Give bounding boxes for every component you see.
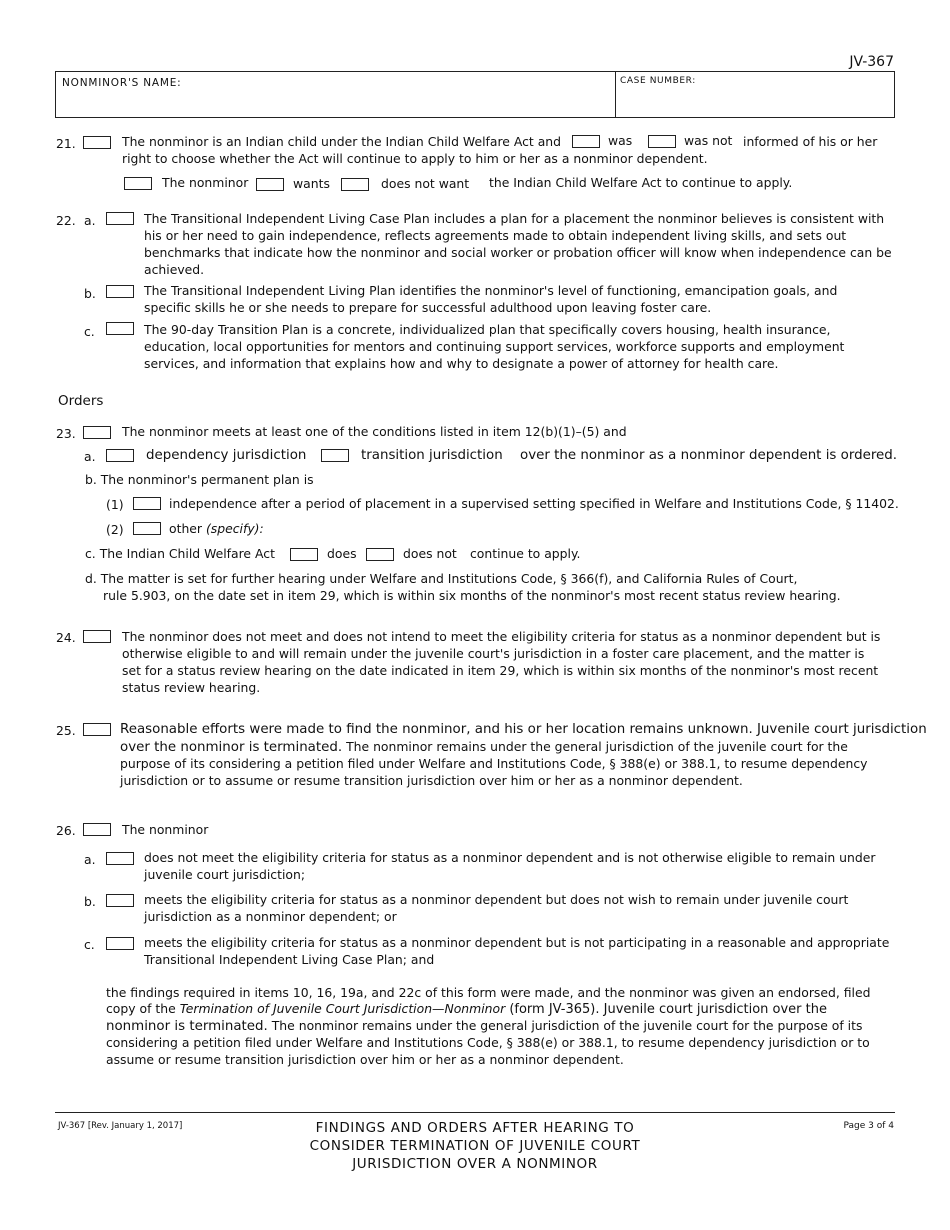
item-26c-checkbox[interactable] — [106, 937, 134, 950]
item-23b2-text — [169, 520, 264, 537]
item-22b-text: The Transitional Independent Living Plan identifies the nonminor's level of functioning, emancipation goals, and specific skills he or she needs to prepare for successful adulthood upon leaving foster care. — [144, 283, 838, 315]
item-21-does-not-want-checkbox[interactable] — [341, 178, 369, 191]
item-22a-label: a. — [84, 213, 96, 228]
case-number-label: CASE NUMBER: — [620, 76, 696, 86]
item-21-was-not-label: was not — [684, 133, 733, 148]
item-26-copy-of: copy of the — [106, 1001, 180, 1016]
item-23c-does-not-label: does not — [403, 546, 457, 561]
item-21-text: The nonminor is an Indian child under the Indian Child Welfare Act and — [122, 134, 562, 149]
item-26-form-title: Termination of Juvenile Court Jurisdiction—Nonminor — [179, 1001, 506, 1016]
footer-title-line2: CONSIDER TERMINATION OF JUVENILE COURT — [309, 1138, 641, 1154]
item-22b-label: b. — [84, 286, 96, 301]
item-21-was-label: was — [608, 133, 633, 148]
item-22a-text: The Transitional Independent Living Case Plan includes a plan for a placement the nonminor believes is consistent with his or her need to gain independence, reflects agreements made to obtain independent living skills, and sets out benchmarks that indicate how the nonminor and social worker or probation officer will know when independence can be achieved. — [144, 211, 892, 277]
item-23c-tail: continue to apply. — [470, 546, 581, 561]
item-25-checkbox[interactable] — [83, 723, 111, 736]
item-23a-dependency-label: dependency jurisdiction — [146, 448, 307, 463]
item-21-number: 21. — [56, 136, 76, 151]
item-23d-line2: rule 5.903, on the date set in item 29, which is within six months of the nonminor's most recent status review hearing. — [103, 588, 841, 603]
footer-title-line1: FINDINGS AND ORDERS AFTER HEARING TO — [315, 1120, 635, 1136]
item-23-text: The nonminor meets at least one of the conditions listed in item 12(b)(1)–(5) and — [122, 424, 627, 439]
item-23b2-other: other — [169, 521, 206, 536]
item-23a-transition-label: transition jurisdiction — [361, 448, 503, 463]
item-24-checkbox[interactable] — [83, 630, 111, 643]
item-21-wants-label: wants — [293, 176, 330, 191]
item-26-para-line3 — [106, 1017, 862, 1035]
nonminor-name-label: NONMINOR'S NAME: — [62, 77, 182, 89]
item-25-text-rest: purpose of its considering a petition filed under Welfare and Institutions Code, § 388(e) or 388.1, to resume dependency jurisdiction or to assume or resume transition jurisdiction over him or her as a nonminor dependent. — [120, 756, 868, 788]
footer-rule — [55, 1112, 895, 1113]
item-21-text-apply: the Indian Child Welfare Act to continue to apply. — [489, 175, 793, 190]
item-23a-transition-checkbox[interactable] — [321, 449, 349, 462]
item-23-number: 23. — [56, 426, 76, 441]
caption-divider — [615, 72, 616, 117]
orders-heading: Orders — [58, 393, 104, 409]
item-21-text-right: right to choose whether the Act will continue to apply to him or her as a nonminor dependent. — [122, 151, 708, 166]
item-22b-checkbox[interactable] — [106, 285, 134, 298]
item-26-checkbox[interactable] — [83, 823, 111, 836]
case-number-field[interactable] — [617, 88, 893, 116]
item-22c-checkbox[interactable] — [106, 322, 134, 335]
item-26a-checkbox[interactable] — [106, 852, 134, 865]
item-23b2-label: (2) — [106, 522, 124, 537]
item-23a-dependency-checkbox[interactable] — [106, 449, 134, 462]
item-23a-label: a. — [84, 449, 96, 464]
item-22a-checkbox[interactable] — [106, 212, 134, 225]
item-21-nonminor-label: The nonminor — [162, 175, 249, 190]
item-26-form-number: (form JV-365). Juvenile court jurisdiction over the — [505, 1002, 827, 1017]
item-22c-label: c. — [84, 324, 95, 339]
item-24-number: 24. — [56, 630, 76, 645]
item-25-line1: Reasonable efforts were made to find the nonminor, and his or her location remains unknown. Juvenile court jurisdiction — [120, 722, 927, 737]
item-23b2-specify-field[interactable] — [265, 520, 885, 537]
item-23b1-checkbox[interactable] — [133, 497, 161, 510]
item-25-terminated: over the nonminor is terminated. — [120, 740, 343, 755]
item-23c-does-checkbox[interactable] — [290, 548, 318, 561]
item-23b2-specify: (specify): — [205, 521, 264, 536]
nonminor-name-field[interactable] — [57, 88, 612, 116]
item-26-para-line4: considering a petition filed under Welfare and Institutions Code, § 388(e) or 388.1, to resume dependency jurisdiction or to — [106, 1035, 870, 1050]
item-26-number: 26. — [56, 823, 76, 838]
item-23d-line1: d. The matter is set for further hearing under Welfare and Institutions Code, § 366(f), and California Rules of Court, — [85, 571, 798, 586]
item-22c-text: The 90-day Transition Plan is a concrete, individualized plan that specifically covers housing, health insurance, education, local opportunities for mentors and continuing support services, workforce supports and employment services, and information that explains how and why to designate a power of attorney for health care. — [144, 322, 845, 371]
item-21-does-not-want-label: does not want — [381, 176, 470, 191]
item-23b-text: b. The nonminor's permanent plan is — [85, 472, 314, 487]
item-26c-text: meets the eligibility criteria for status as a nonminor dependent but is not participating in a reasonable and appropriate Transitional Independent Living Case Plan; and — [144, 935, 890, 967]
item-26a-label: a. — [84, 852, 96, 867]
item-23b1-text: independence after a period of placement in a supervised setting specified in Welfare and Institutions Code, § 11402. — [169, 496, 899, 511]
item-26-para-line1: the findings required in items 10, 16, 19a, and 22c of this form were made, and the nonminor was given an endorsed, filed — [106, 985, 871, 1000]
item-23a-tail: over the nonminor as a nonminor dependent is ordered. — [520, 448, 898, 463]
item-26-text: The nonminor — [122, 822, 209, 837]
item-25-number: 25. — [56, 723, 76, 738]
footer-revision: JV-367 [Rev. January 1, 2017] — [58, 1121, 183, 1131]
item-26-para-line3-rest: The nonminor remains under the general jurisdiction of the juvenile court for the purpose of its — [267, 1018, 863, 1033]
item-25-line2 — [120, 738, 848, 756]
item-26b-label: b. — [84, 894, 96, 909]
item-23b2-checkbox[interactable] — [133, 522, 161, 535]
footer-page-number: Page 3 of 4 — [843, 1121, 894, 1131]
item-25-line2-rest: The nonminor remains under the general jurisdiction of the juvenile court for the — [342, 739, 848, 754]
item-21-nonminor-checkbox[interactable] — [124, 177, 152, 190]
item-26-terminated: nonminor is terminated. — [106, 1019, 268, 1034]
item-26b-checkbox[interactable] — [106, 894, 134, 907]
item-26-para-line2 — [106, 1000, 827, 1018]
item-24-text: The nonminor does not meet and does not intend to meet the eligibility criteria for status as a nonminor dependent but is otherwise eligible to and will remain under the juvenile court's jurisdiction in a foster care placement, and the matter is set for a status review hearing on the date indicated in item 29, which is within six months of the nonminor's most recent status review hearing. — [122, 629, 881, 695]
item-26-para-line5: assume or resume transition jurisdiction over him or her as a nonminor dependent. — [106, 1052, 624, 1067]
footer-title — [255, 1119, 695, 1173]
item-26b-text: meets the eligibility criteria for status as a nonminor dependent but does not wish to remain under juvenile court jurisdiction as a nonminor dependent; or — [144, 892, 849, 924]
item-23c-does-label: does — [327, 546, 357, 561]
item-21-was-not-checkbox[interactable] — [648, 135, 676, 148]
item-26a-text: does not meet the eligibility criteria for status as a nonminor dependent and is not otherwise eligible to remain under juvenile court jurisdiction; — [144, 850, 876, 882]
item-23b1-label: (1) — [106, 497, 124, 512]
item-23c-text: c. The Indian Child Welfare Act — [85, 546, 275, 561]
form-number: JV-367 — [849, 54, 894, 70]
item-22-number: 22. — [56, 213, 76, 228]
item-21-checkbox[interactable] — [83, 136, 111, 149]
footer-title-line3: JURISDICTION OVER A NONMINOR — [352, 1156, 598, 1172]
item-23c-does-not-checkbox[interactable] — [366, 548, 394, 561]
item-23-checkbox[interactable] — [83, 426, 111, 439]
item-21-was-checkbox[interactable] — [572, 135, 600, 148]
item-26c-label: c. — [84, 937, 95, 952]
item-21-text-informed: informed of his or her — [743, 134, 878, 149]
item-21-wants-checkbox[interactable] — [256, 178, 284, 191]
